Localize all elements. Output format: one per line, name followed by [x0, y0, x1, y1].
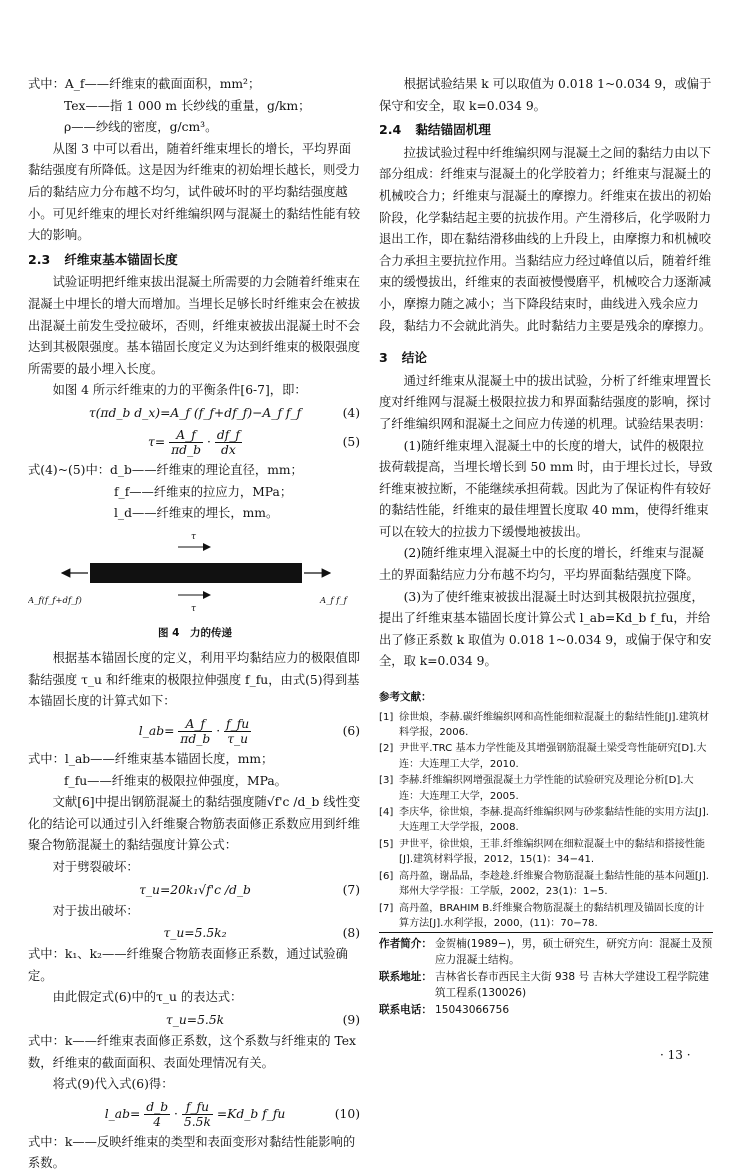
reference-item — [379, 837, 713, 868]
author-info — [379, 932, 713, 1019]
equation-number: (10) — [334, 1106, 360, 1121]
section-number: 2.4 — [379, 122, 402, 138]
equation-10 — [28, 1096, 362, 1132]
operator: · — [206, 434, 211, 449]
equation-body: τ_u=5.5k — [165, 1013, 225, 1027]
reference-number: [6] — [379, 870, 394, 882]
equation-number: (7) — [342, 882, 360, 897]
figure-caption: 图 4 力的传递 — [158, 626, 232, 639]
reference-text: 高丹盈，谢晶晶，李趁趁.纤维聚合物筋混凝土黏结性能的基本问题[J].郑州大学学报：工学版，2002，23(1)：1−5. — [399, 870, 709, 898]
address-value: 吉林省长春市西民主大街 938 号 吉林大学建设工程学院建筑工程系(130026) — [435, 971, 709, 999]
paragraph: 式中：k——反映纤维束的类型和表面变形对黏结性能影响的系数。 — [28, 1134, 356, 1171]
equation-lhs: l_ab= — [104, 1106, 141, 1121]
reference-text: 高丹盈，BRAHIM B.纤维聚合物筋混凝土的黏结机理及锚固长度的计算方法[J].水利学报，2000，(11)：70−78. — [399, 902, 705, 929]
phone-label: 联系电话： — [379, 1004, 432, 1016]
equation-5 — [28, 424, 362, 460]
reference-number: [3] — [379, 775, 394, 787]
paragraph: 文献[6]中提出钢筋混凝土的黏结强度随√f'c /d_b 线性变化的结论可以通过引入纤维聚合物筋表面修正系数应用到纤维聚合物筋混凝土的黏结强度计算公式： — [28, 795, 361, 853]
paragraph: 拉拔试验过程中纤维编织网与混凝土之间的黏结力由以下部分组成：纤维束与混凝土的化学胶着力；纤维束与混凝土的机械咬合力；纤维束与混凝土的摩擦力。纤维束在拔出的初始阶段，化学黏结起主要的抗拔作用。产生滑移后，化学吸附力退出工作，即在黏结滑移曲线的上升段上，由摩擦力和机械咬合力承担主要抗拉作用。当黏结应力经过峰值以后，随着纤维束的缓慢拔出，纤维束的表面被慢慢磨平，机械咬合力逐渐减小，摩擦力随之减小；当下降段结束时，曲线进入残余应力段，黏结力不会就此消失。此时黏结力主要是残余的摩擦力。 — [379, 145, 712, 333]
fraction — [144, 1100, 170, 1129]
tau-label-top: τ — [191, 531, 196, 542]
reference-item — [379, 901, 713, 932]
fraction — [182, 1100, 213, 1129]
paragraph: 根据试验结果 k 可以取值为 0.018 1~0.034 9，或偏于保守和安全，取 k=0.034 9。 — [379, 77, 712, 113]
equation-6 — [28, 713, 362, 749]
equation-body: τ_u=20k₁√f'c /d_b — [139, 882, 251, 897]
author-bio-row — [379, 936, 713, 968]
paragraph: 式中：k——纤维束表面修正系数，这个系数与纤维束的 Tex 数，纤维束的截面面积、表面处理情况有关。 — [28, 1034, 356, 1070]
reference-item — [379, 773, 713, 804]
left-force-label: A_f(f_f+df_f) — [28, 595, 82, 606]
equation-lhs: τ= — [148, 434, 166, 449]
paragraph: 式中：k₁、k₂——纤维聚合物筋表面修正系数，通过试验确定。 — [28, 947, 348, 983]
reference-text: 李庆华，徐世烺，李赫.提高纤维编织网与砂浆黏结性能的实用方法[J].大连理工大学学报，2008. — [399, 807, 709, 834]
reference-list — [379, 710, 713, 932]
right-column — [379, 74, 713, 1016]
right-force-label: A_f f_f — [320, 595, 347, 606]
reference-number: [7] — [379, 902, 394, 914]
section-heading — [28, 249, 362, 271]
operator: · — [174, 1106, 178, 1121]
equation-7 — [28, 879, 362, 901]
paragraph: 根据基本锚固长度的定义，利用平均黏结应力的极限值即黏结强度 τ_u 和纤维束的极限拉伸强度 f_fu，由式(5)得到基本锚固长度的计算式如下： — [28, 651, 361, 709]
equation-number: (9) — [342, 1013, 360, 1027]
equation-number: (8) — [342, 926, 360, 941]
fraction — [169, 428, 203, 457]
denominator: 5.5k — [183, 1114, 211, 1129]
equation-rhs: =Kd_b f_fu — [216, 1106, 286, 1121]
text-line: 式中：A_f——纤维束的截面面积，mm²； — [28, 77, 261, 91]
address-row — [379, 969, 713, 1001]
equation-9 — [28, 1009, 362, 1031]
section-number: 3 — [379, 350, 388, 366]
phone-value: 15043066756 — [435, 1004, 510, 1016]
reference-number: [4] — [379, 807, 394, 819]
denominator: πd_b — [180, 732, 211, 747]
text-line: 对于劈裂破坏： — [52, 860, 139, 875]
reference-text: 尹世平，徐世烺，王菲.纤维编织网在细粒混凝土中的黏结和搭接性能[J].建筑材料学报，2012，15(1)：34−41. — [399, 838, 706, 866]
reference-item — [379, 710, 713, 741]
section-title: 结论 — [401, 350, 427, 366]
equation-4 — [28, 402, 362, 424]
equation-lhs: l_ab= — [138, 724, 175, 739]
section-heading — [379, 347, 713, 369]
text-line: f_fu——纤维束的极限拉伸强度，MPa。 — [64, 773, 287, 788]
author-value: 金贺楠(1989−)，男，硕士研究生，研究方向：混凝土及预应力混凝土结构。 — [435, 938, 713, 966]
equation-number: (4) — [342, 405, 360, 420]
equation-body: τ_u=5.5k₂ — [163, 926, 227, 941]
conclusion-item: (2)随纤维束埋入混凝土中的长度的增长，纤维束与混凝土的界面黏结应力分布越不均匀，平均界面黏结强度下降。 — [379, 546, 704, 583]
denominator: dx — [220, 442, 236, 457]
reference-text: 徐世烺，李赫.碳纤维编织网和高性能细粒混凝土的黏结性能[J].建筑材料学报，2006. — [399, 711, 709, 739]
text-line: 由此假定式(6)中的τ_u 的表达式： — [52, 990, 243, 1005]
address-label: 联系地址： — [379, 971, 432, 983]
author-label: 作者简介： — [379, 938, 432, 950]
text-line: 将式(9)代入式(6)得： — [52, 1077, 174, 1092]
text-line: Tex——指 1 000 m 长纱线的重量，g/km； — [64, 98, 311, 113]
text-line: 式中：l_ab——纤维束基本锚固长度，mm； — [28, 752, 274, 767]
fraction — [224, 717, 251, 746]
fiber-bundle-bar — [90, 563, 302, 583]
denominator: τ_u — [227, 732, 249, 747]
reference-item — [379, 869, 713, 900]
paragraph: 试验证明把纤维束拔出混凝土所需要的力会随着纤维束在混凝土中埋长的增大而增加。当埋长足够长时纤维束会在被拔出混凝土前发生受拉破坏，否则，纤维束被拔出混凝土时不会达到其极限强度。基本锚固长度定义为达到纤维束的极限强度所需要的最小埋入长度。 — [28, 275, 361, 376]
text-line: ρ——纱线的密度，g/cm³。 — [64, 120, 218, 135]
reference-number: [2] — [379, 743, 394, 755]
section-heading — [379, 119, 713, 141]
conclusion-item: (1)随纤维束埋入混凝土中的长度的增大，试件的极限拉拔荷载提高，当埋长增长到 50 mm 时，由于埋长过长，导致纤维束被拉断，不能继续承担荷载。因此为了保证构件有较好的黏结性能，纤维束的最佳埋置长度取 40 mm，使得纤维束可以在较大的拉拔力下缓慢地被拔出。 — [379, 438, 713, 539]
paragraph: 如图 4 所示纤维束的力的平衡条件[6-7]，即： — [52, 383, 307, 398]
left-column — [28, 74, 362, 1175]
equation-number: (5) — [342, 434, 360, 449]
numerator: df_f — [216, 427, 240, 442]
denominator: πd_b — [171, 442, 202, 457]
paragraph: 从图 3 中可以看出，随着纤维束埋长的增长，平均界面黏结强度有所降低。这是因为纤维束的初始埋长越长，则受力后的黏结应力分布越不均匀，试件破坏时的平均黏结强度越小。可见纤维束的埋长对纤维编织网与混凝土的黏结性能有较大的影响。 — [28, 141, 361, 243]
tau-label-bottom: τ — [191, 603, 196, 614]
reference-item — [379, 805, 713, 836]
reference-text: 李赫.纤维编织网增强混凝土力学性能的试验研究及理论分析[D].大连：大连理工大学，2005. — [399, 775, 694, 802]
numerator: A_f — [178, 717, 212, 732]
numerator: A_f — [169, 428, 203, 443]
equation-body: τ(πd_b d_x)=A_f (f_f+df_f)−A_f f_f — [88, 405, 302, 420]
section-title: 黏结锚固机理 — [415, 122, 491, 138]
section-number: 2.3 — [28, 251, 51, 267]
denominator: 4 — [153, 1114, 162, 1129]
numerator: d_b — [146, 1099, 169, 1114]
text-line: f_f——纤维束的拉应力，MPa； — [114, 484, 293, 499]
page-number: · 13 · — [660, 1048, 691, 1062]
equation-8 — [28, 922, 362, 944]
operator: · — [216, 724, 221, 739]
section-title: 纤维束基本锚固长度 — [64, 251, 178, 267]
reference-number: [1] — [379, 711, 394, 723]
conclusion-item: (3)为了使纤维束被拔出混凝土时达到其极限抗拉强度，提出了纤维束基本锚固长度计算公式 l_ab=Kd_b f_fu，并给出了修正系数 k 取值为 0.018 1~0.034 9，或偏于保守和安全，取 k=0.034 9。 — [379, 589, 712, 669]
figure-4 — [28, 525, 362, 621]
text-line: 对于拔出破坏： — [52, 903, 139, 918]
fraction — [215, 428, 242, 457]
reference-item — [379, 741, 713, 772]
phone-row — [379, 1002, 713, 1018]
reference-number: [5] — [379, 838, 394, 850]
numerator: f_fu — [182, 1100, 213, 1115]
text-line: 式(4)~(5)中：d_b——纤维束的理论直径，mm； — [28, 462, 303, 477]
text-line: l_d——纤维束的埋长，mm。 — [114, 506, 279, 521]
equation-number: (6) — [342, 724, 360, 739]
paragraph: 通过纤维束从混凝土中的拔出试验，分析了纤维束埋置长度对纤维网与混凝土极限拉拔力和界面黏结强度的影响，探讨了纤维编织网和混凝土之间应力传递的机理。试验结果表明： — [379, 373, 712, 431]
numerator: f_fu — [226, 717, 250, 732]
force-diagram — [28, 525, 362, 621]
references-heading: 参考文献： — [379, 691, 432, 704]
fraction — [178, 717, 212, 746]
reference-text: 尹世平.TRC 基本力学性能及其增强钢筋混凝土梁受弯性能研究[D].大连：大连理工大学，2010. — [399, 743, 707, 770]
